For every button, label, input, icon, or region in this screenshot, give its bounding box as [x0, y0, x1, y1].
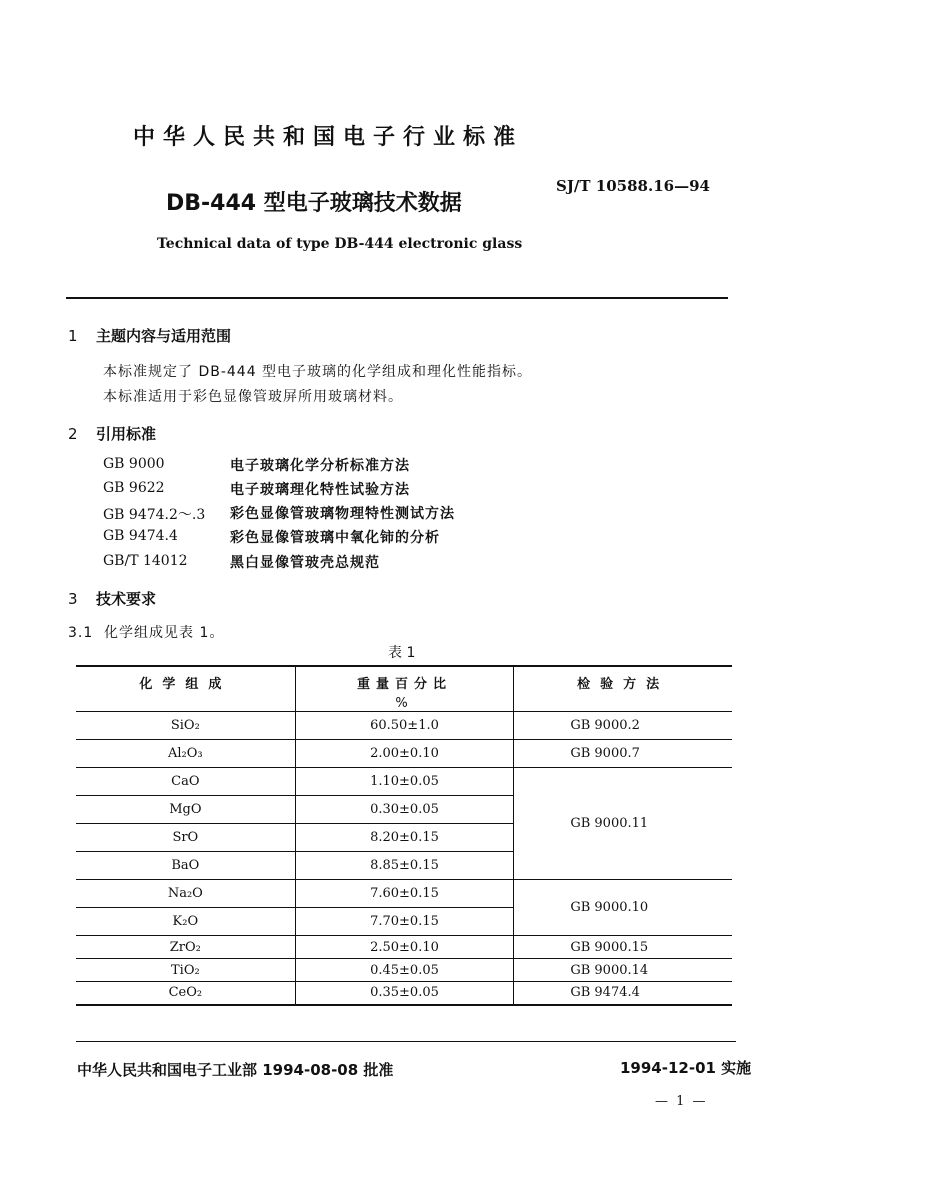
- subsection-3-1-number: 3.1: [68, 625, 94, 641]
- cell-value: 8.20±0.15: [295, 824, 514, 852]
- section-3-heading: [68, 588, 156, 609]
- cell-value: 0.35±0.05: [295, 982, 514, 1005]
- cell-component: MgO: [76, 796, 295, 824]
- section-1-heading: [68, 325, 231, 346]
- cell-value: 0.45±0.05: [295, 959, 514, 982]
- table-row: [76, 768, 732, 796]
- header-divider: [66, 297, 728, 299]
- chemical-composition-table: [76, 665, 732, 1006]
- cell-component: CeO₂: [76, 982, 295, 1005]
- table-row: [76, 936, 732, 959]
- cell-component: Al₂O₃: [76, 740, 295, 768]
- standard-number: SJ/T 10588.16—94: [556, 177, 710, 195]
- cell-value: 7.60±0.15: [295, 880, 514, 908]
- cell-component: K₂O: [76, 908, 295, 936]
- subsection-3-1: [68, 622, 224, 642]
- cell-component: CaO: [76, 768, 295, 796]
- header-percent-unit: %: [395, 696, 414, 711]
- ref-title: 电子玻璃理化特性试验方法: [230, 482, 410, 498]
- ref-title: 电子玻璃化学分析标准方法: [230, 458, 410, 474]
- section-2-heading: [68, 423, 156, 444]
- cell-method: GB 9000.2: [514, 712, 732, 740]
- cell-method: GB 9000.15: [514, 936, 732, 959]
- section-2-title: 引用标准: [96, 425, 157, 443]
- cell-component: SrO: [76, 824, 295, 852]
- document-title-cn: DB-444 型电子玻璃技术数据: [166, 191, 462, 216]
- section-1-number: 1: [68, 327, 78, 345]
- section-2-number: 2: [68, 425, 78, 443]
- cell-value: 2.00±0.10: [295, 740, 514, 768]
- table-row: [76, 880, 732, 908]
- cell-value: 7.70±0.15: [295, 908, 514, 936]
- approval-line: 中华人民共和国电子工业部 1994-08-08 批准: [77, 1061, 394, 1079]
- subsection-3-1-text: 化学组成见表 1。: [104, 625, 225, 641]
- section-3-number: 3: [68, 590, 78, 608]
- footer-divider: [76, 1041, 736, 1042]
- implementation-date: 1994-12-01 实施: [620, 1059, 752, 1077]
- ref-code: GB 9474.4: [103, 528, 178, 544]
- cell-method-merged: GB 9000.10: [514, 880, 732, 936]
- document-title-en: Technical data of type DB-444 electronic glass: [157, 236, 523, 252]
- header-test-method: 检验方法: [514, 666, 732, 712]
- ref-title: 彩色显像管玻璃物理特性测试方法: [230, 506, 455, 522]
- cell-method: GB 9000.14: [514, 959, 732, 982]
- table-row: [76, 712, 732, 740]
- ref-code: GB 9622: [103, 480, 165, 496]
- table-row: [76, 959, 732, 982]
- table-row: [76, 740, 732, 768]
- cell-component: ZrO₂: [76, 936, 295, 959]
- section-1-paragraph-2: 本标准适用于彩色显像管玻屏所用玻璃材料。: [103, 389, 403, 405]
- issuing-organization: 中华人民共和国电子行业标准: [133, 125, 524, 150]
- table-caption: 表 1: [388, 645, 416, 661]
- header-component: 化学组成: [76, 666, 295, 712]
- cell-component: TiO₂: [76, 959, 295, 982]
- cell-method: GB 9474.4: [514, 982, 732, 1005]
- table-row: [76, 982, 732, 1005]
- ref-title: 彩色显像管玻璃中氧化铈的分析: [230, 530, 440, 546]
- cell-method: GB 9000.7: [514, 740, 732, 768]
- section-3-title: 技术要求: [96, 590, 157, 608]
- header-weight-percent-label: 重量百分比: [356, 677, 452, 692]
- cell-component: SiO₂: [76, 712, 295, 740]
- cell-method-merged: GB 9000.11: [514, 768, 732, 880]
- table-header-row: [76, 666, 732, 712]
- cell-value: 8.85±0.15: [295, 852, 514, 880]
- page-number: — 1 —: [655, 1094, 708, 1109]
- cell-component: Na₂O: [76, 880, 295, 908]
- cell-component: BaO: [76, 852, 295, 880]
- cell-value: 1.10±0.05: [295, 768, 514, 796]
- ref-title: 黑白显像管玻壳总规范: [230, 555, 380, 571]
- ref-code: GB 9474.2～.3: [103, 507, 206, 523]
- cell-value: 2.50±0.10: [295, 936, 514, 959]
- cell-value: 60.50±1.0: [295, 712, 514, 740]
- header-weight-percent: [295, 666, 514, 712]
- ref-code: GB 9000: [103, 456, 165, 472]
- section-1-title: 主题内容与适用范围: [96, 327, 232, 345]
- cell-value: 0.30±0.05: [295, 796, 514, 824]
- section-1-paragraph-1: 本标准规定了 DB-444 型电子玻璃的化学组成和理化性能指标。: [103, 364, 533, 380]
- ref-code: GB/T 14012: [103, 553, 188, 569]
